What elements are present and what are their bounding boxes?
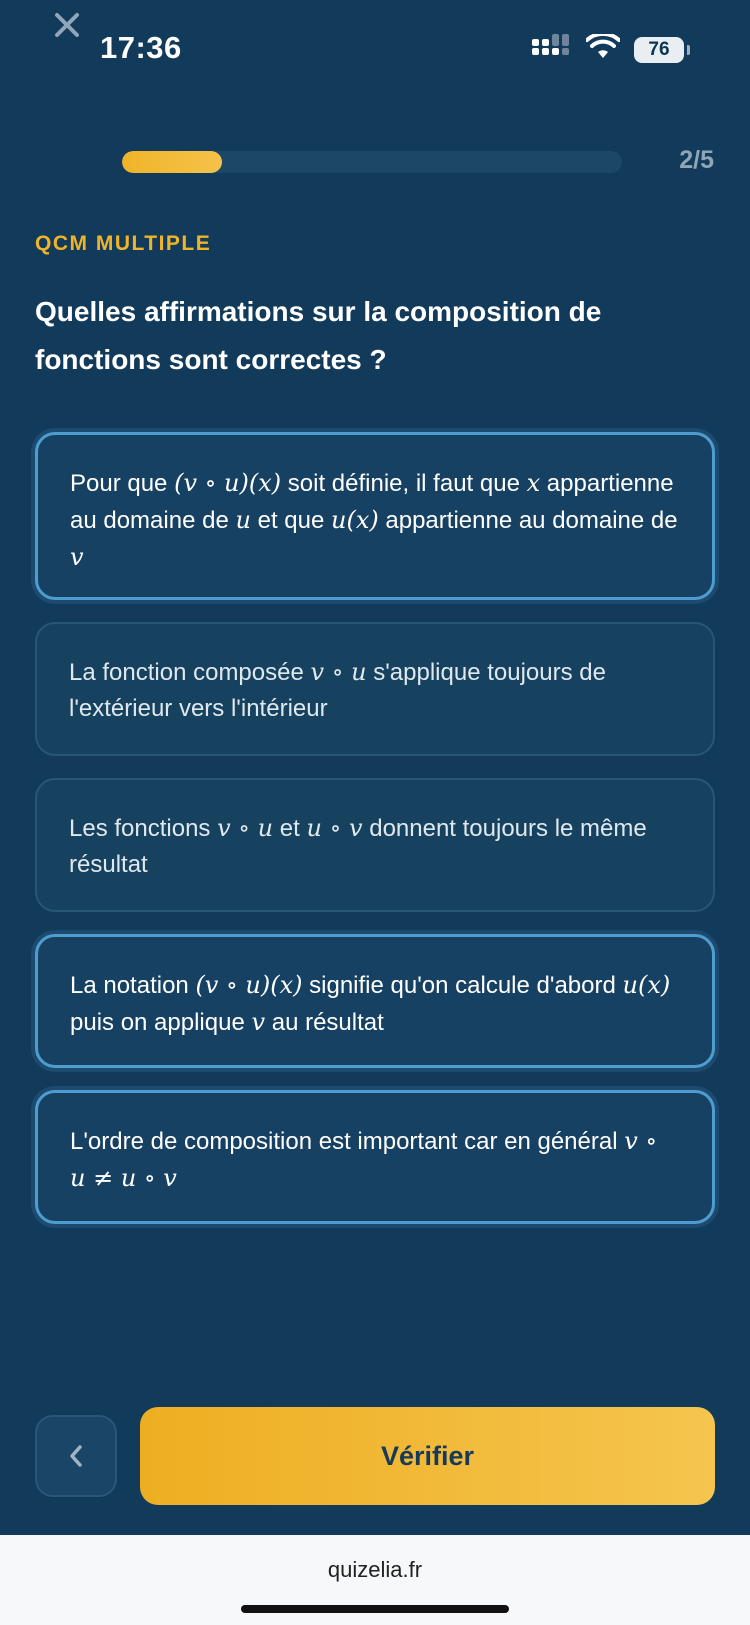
- battery-level: 76: [648, 38, 670, 60]
- option-1[interactable]: [35, 432, 715, 600]
- math-expression: v: [70, 543, 84, 571]
- option-5[interactable]: [35, 1090, 715, 1224]
- option-text: et que: [250, 507, 331, 534]
- math-expression: v ∘ u ≠ u ∘ v: [70, 1127, 658, 1192]
- status-time: 17:36: [100, 30, 182, 65]
- math-expression: v ∘ u: [310, 658, 367, 686]
- progress-count: 2/5: [679, 146, 714, 174]
- option-text: signifie qu'on calcule d'abord: [302, 972, 623, 999]
- math-expression: u ∘ v: [306, 814, 363, 842]
- option-text: La fonction composée: [69, 659, 311, 686]
- option-text: donnent toujours le même résultat: [69, 815, 647, 878]
- status-bar: [0, 0, 750, 100]
- back-button[interactable]: [35, 1415, 117, 1497]
- math-expression: u: [235, 506, 251, 534]
- option-4[interactable]: [35, 934, 715, 1068]
- wifi-icon: [586, 34, 620, 65]
- progress-bar: [122, 151, 622, 173]
- option-text: Pour que: [70, 470, 175, 497]
- progress-fill: [122, 151, 222, 173]
- option-text: La notation: [70, 972, 196, 999]
- math-expression: v ∘ u: [217, 814, 274, 842]
- home-indicator: [241, 1605, 509, 1613]
- options-list: [35, 432, 715, 1246]
- option-text: appartienne au domaine de: [378, 507, 678, 534]
- browser-footer: [0, 1535, 750, 1625]
- math-expression: (v ∘ u)(x): [195, 971, 303, 999]
- option-text: au résultat: [265, 1009, 384, 1036]
- chevron-left-icon: [64, 1442, 88, 1470]
- status-icons: [532, 34, 684, 65]
- battery-icon: [634, 37, 684, 63]
- option-text: soit définie, il faut que: [281, 470, 527, 497]
- math-expression: u(x): [622, 971, 671, 999]
- option-text: appartienne au domaine de: [70, 470, 674, 534]
- option-text: Les fonctions: [69, 815, 218, 842]
- option-text: et: [273, 815, 307, 842]
- close-button[interactable]: [48, 6, 86, 44]
- option-text: puis on applique: [70, 1009, 252, 1036]
- math-expression: x: [526, 469, 541, 497]
- math-expression: u(x): [331, 506, 379, 534]
- footer-url[interactable]: quizelia.fr: [327, 1557, 423, 1582]
- question-category: QCM MULTIPLE: [35, 232, 212, 255]
- option-text: L'ordre de composition est important car en général: [70, 1128, 625, 1155]
- question-text: Quelles affirmations sur la composition de fonctions sont correctes ?: [35, 296, 602, 375]
- option-text: s'applique toujours de l'extérieur vers l'intérieur: [69, 659, 606, 722]
- signal-icon: [532, 34, 572, 65]
- close-icon: [48, 6, 86, 44]
- option-3[interactable]: [35, 778, 715, 912]
- verify-button[interactable]: Vérifier: [140, 1407, 715, 1505]
- math-expression: (v ∘ u)(x): [174, 469, 282, 497]
- option-2[interactable]: [35, 622, 715, 756]
- math-expression: v: [251, 1008, 266, 1036]
